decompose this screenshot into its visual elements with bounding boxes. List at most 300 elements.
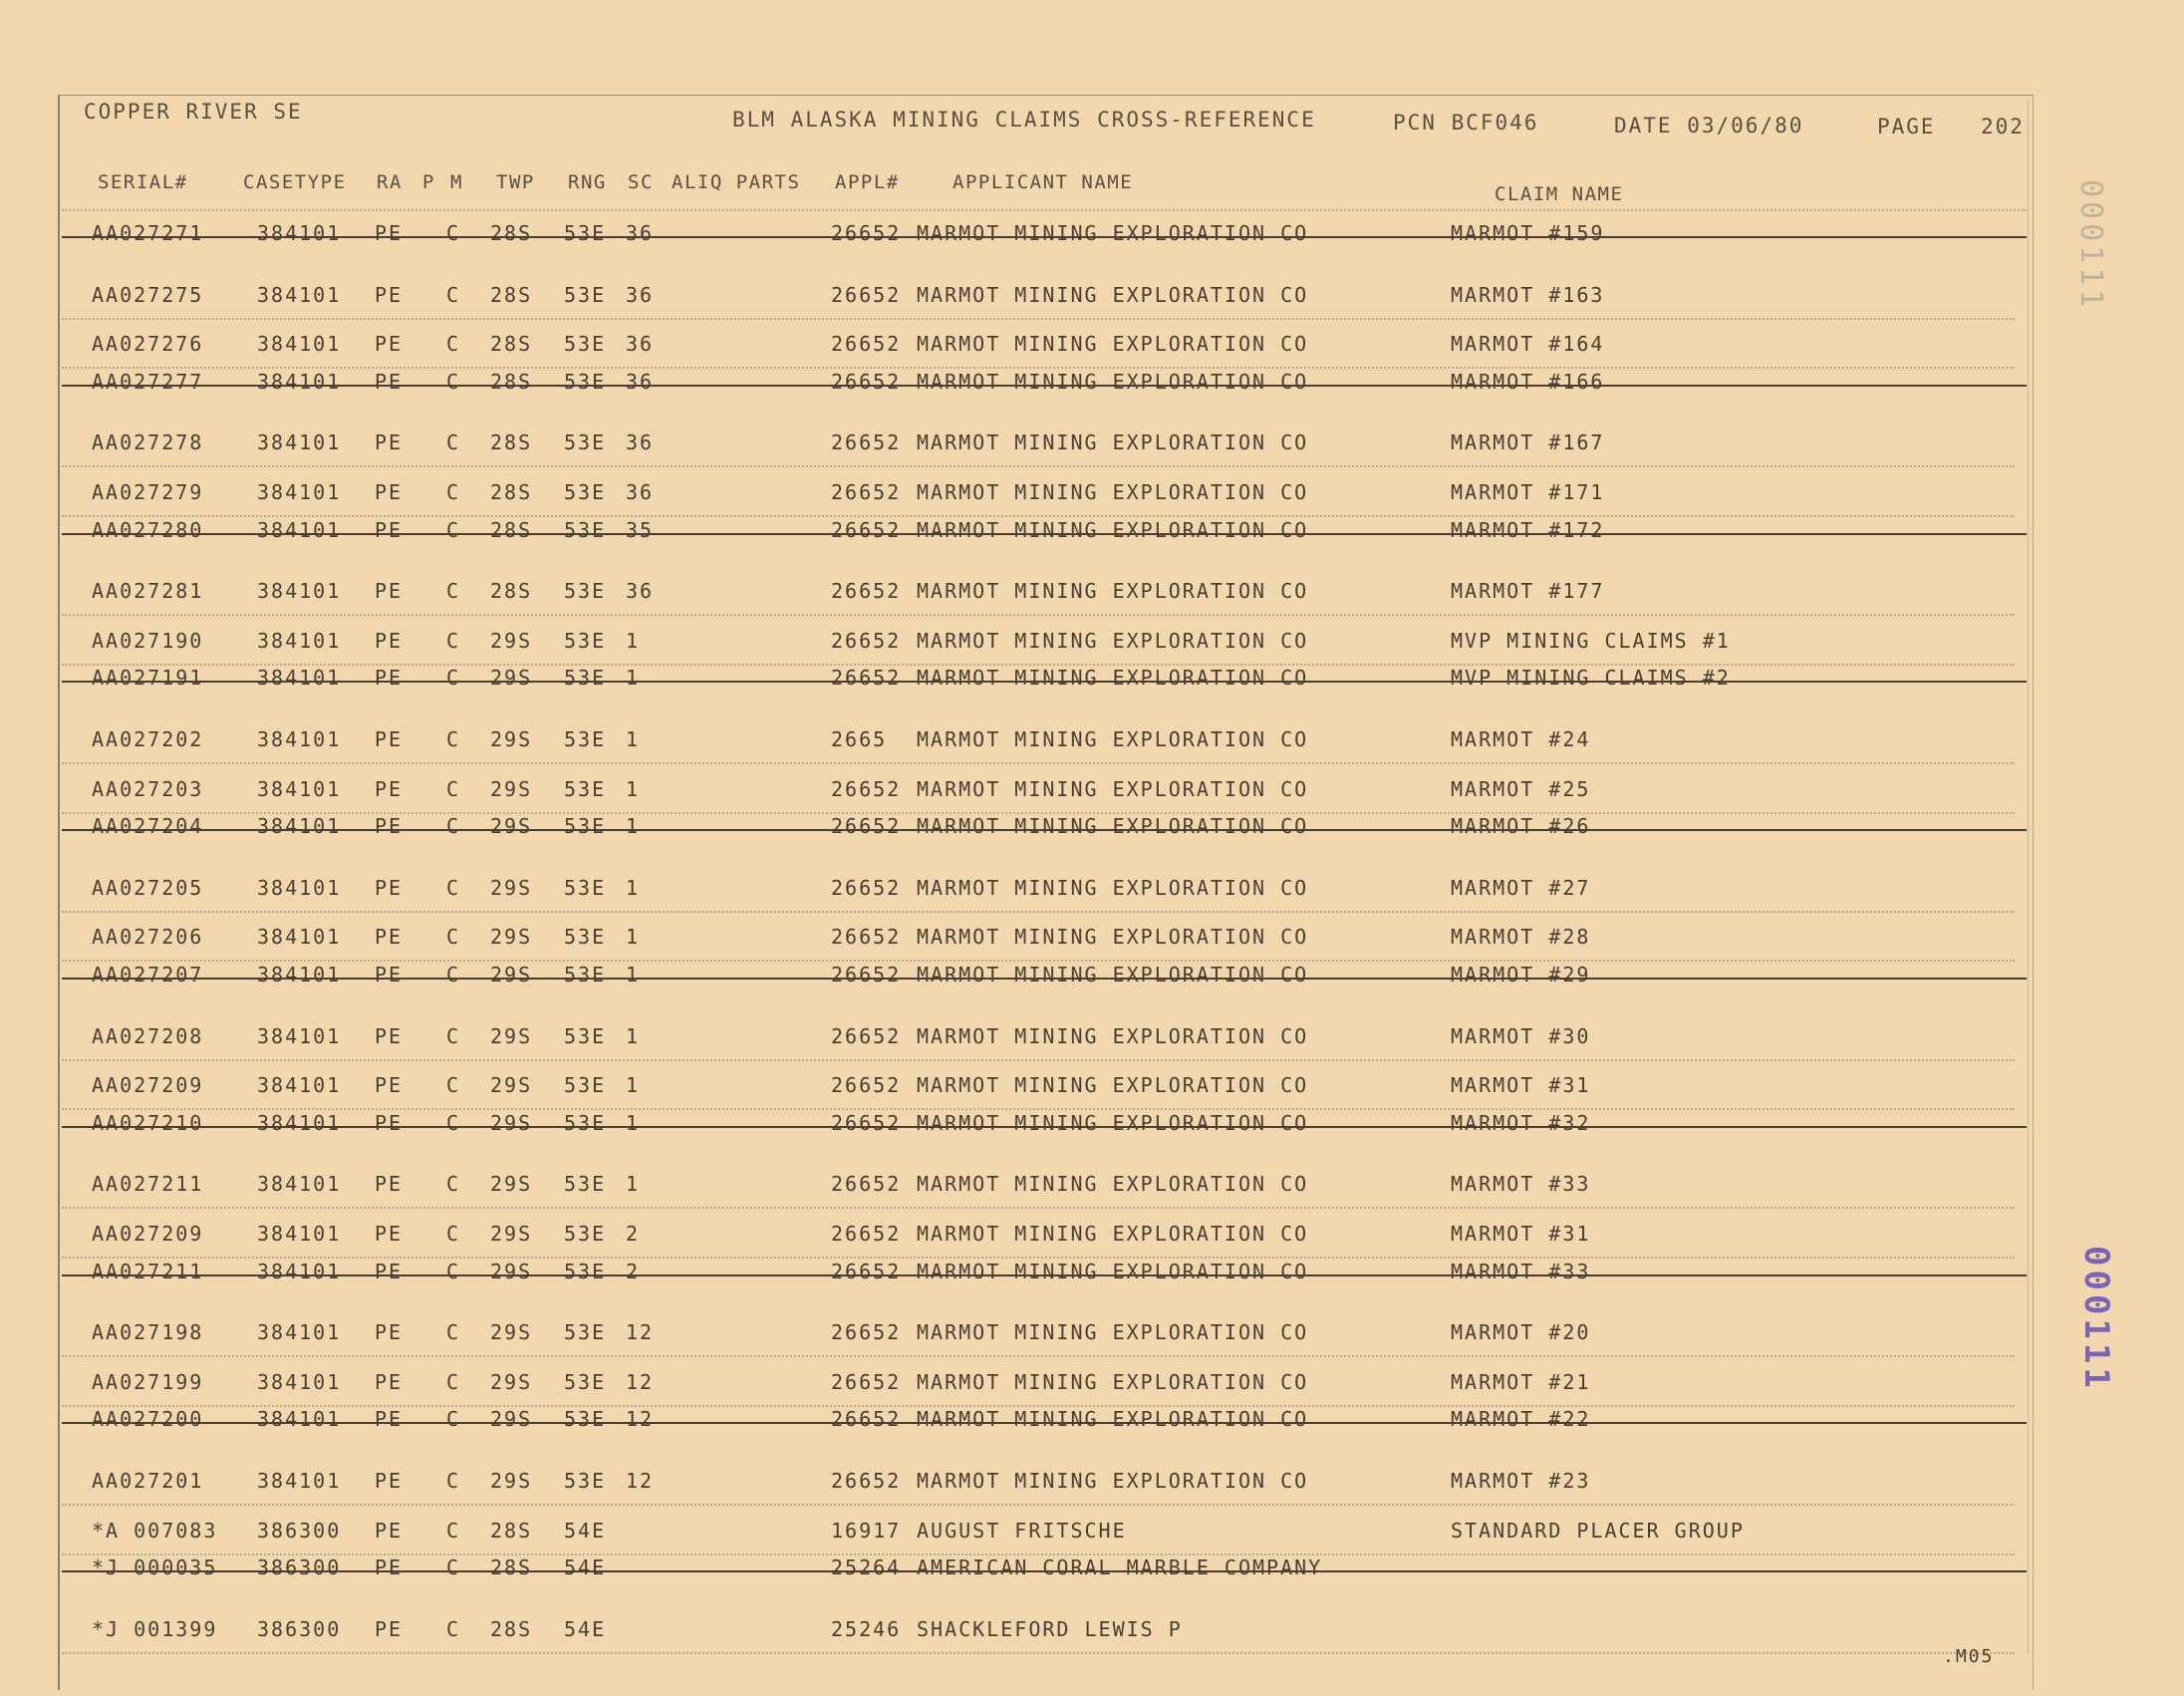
m-cell: C [446, 579, 461, 604]
m-cell: C [446, 925, 461, 950]
casetype-cell: 384101 [257, 814, 342, 839]
sc-cell: 12 [626, 1407, 655, 1432]
sc-cell: 12 [626, 1469, 655, 1493]
appl-cell: 26652 [831, 369, 902, 394]
rng-cell: 53E [564, 517, 607, 542]
col-serial: SERIAL# [98, 171, 188, 193]
ra-cell: PE [375, 1023, 404, 1048]
table-row [0, 1308, 2184, 1357]
serial-cell: AA027201 [92, 1469, 204, 1493]
serial-cell: *A 007083 [92, 1518, 218, 1543]
applicant-cell: MARMOT MINING EXPLORATION CO [917, 1110, 1309, 1135]
strikethrough-line [62, 1422, 2027, 1424]
col-aliq-parts: ALIQ PARTS [672, 171, 801, 193]
casetype-cell: 384101 [257, 727, 342, 751]
table-row [0, 864, 2184, 913]
ra-cell: PE [375, 1222, 404, 1246]
twp-cell: 29S [490, 925, 533, 950]
claim-cell: MARMOT #166 [1451, 369, 1605, 394]
applicant-cell: SHACKLEFORD LEWIS P [917, 1616, 1183, 1641]
casetype-cell: 384101 [257, 1222, 342, 1246]
twp-cell: 29S [490, 666, 533, 691]
applicant-cell: MARMOT MINING EXPLORATION CO [917, 332, 1309, 357]
appl-cell: 26652 [831, 1369, 902, 1394]
strikethrough-line [62, 1274, 2027, 1276]
ra-cell: PE [375, 963, 404, 987]
m-cell: C [446, 1407, 461, 1432]
claim-cell: MARMOT #26 [1451, 814, 1591, 839]
page-label: PAGE [1877, 115, 1936, 139]
m-cell: C [446, 369, 461, 394]
serial-cell: AA027275 [92, 282, 204, 307]
applicant-cell: MARMOT MINING EXPLORATION CO [917, 480, 1309, 504]
twp-cell: 28S [490, 369, 533, 394]
serial-cell: AA027208 [92, 1023, 204, 1048]
ra-cell: PE [375, 1073, 404, 1098]
rng-cell: 53E [564, 1469, 607, 1493]
serial-cell: AA027190 [92, 628, 204, 653]
row-divider [62, 1652, 2015, 1654]
col-casetype: CASETYPE [243, 171, 347, 193]
appl-cell: 26652 [831, 480, 902, 504]
serial-cell: AA027202 [92, 727, 204, 751]
twp-cell: 29S [490, 1469, 533, 1493]
sc-cell: 35 [626, 517, 655, 542]
claim-cell: MVP MINING CLAIMS #2 [1451, 666, 1731, 691]
page-number: 202 [1981, 115, 2025, 139]
table-row [0, 419, 2184, 467]
appl-cell: 26652 [831, 925, 902, 950]
casetype-cell: 384101 [257, 579, 342, 604]
casetype-cell: 384101 [257, 332, 342, 357]
casetype-cell: 384101 [257, 1110, 342, 1135]
claim-cell: MARMOT #177 [1451, 579, 1605, 604]
serial-cell: AA027271 [92, 221, 204, 245]
appl-cell: 26652 [831, 1469, 902, 1493]
claim-cell: MARMOT #30 [1451, 1023, 1591, 1048]
table-row-struck [0, 666, 2184, 714]
table-row [0, 567, 2184, 616]
twp-cell: 28S [490, 1518, 533, 1543]
rng-cell: 53E [564, 1172, 607, 1197]
table-row-struck [0, 814, 2184, 863]
twp-cell: 28S [490, 480, 533, 504]
claim-cell: MARMOT #24 [1451, 727, 1591, 751]
sc-cell: 1 [626, 875, 641, 900]
appl-cell: 26652 [831, 1320, 902, 1345]
casetype-cell: 384101 [257, 1023, 342, 1048]
m-cell: C [446, 1172, 461, 1197]
appl-cell: 26652 [831, 221, 902, 245]
table-row [0, 1605, 2184, 1654]
ra-cell: PE [375, 1369, 404, 1394]
strikethrough-line [62, 236, 2027, 238]
ra-cell: PE [375, 332, 404, 357]
table-row-struck [0, 370, 2184, 419]
sc-cell: 36 [626, 282, 655, 307]
casetype-cell: 384101 [257, 480, 342, 504]
rng-cell: 53E [564, 332, 607, 357]
claim-cell: MARMOT #163 [1451, 282, 1605, 307]
claim-cell: MARMOT #171 [1451, 480, 1605, 504]
claim-cell: MARMOT #22 [1451, 1407, 1591, 1432]
m-cell: C [446, 666, 461, 691]
table-row-struck [0, 221, 2184, 270]
m-cell: C [446, 221, 461, 245]
applicant-cell: MARMOT MINING EXPLORATION CO [917, 517, 1309, 542]
region-label: COPPER RIVER SE [84, 100, 303, 124]
rng-cell: 53E [564, 1073, 607, 1098]
serial-cell: AA027198 [92, 1320, 204, 1345]
applicant-cell: MARMOT MINING EXPLORATION CO [917, 1172, 1309, 1197]
serial-cell: AA027279 [92, 480, 204, 504]
serial-cell: AA027281 [92, 579, 204, 604]
m-cell: C [446, 875, 461, 900]
m-cell: C [446, 1023, 461, 1048]
ra-cell: PE [375, 1172, 404, 1197]
twp-cell: 29S [490, 1259, 533, 1283]
sc-cell: 2 [626, 1222, 641, 1246]
ra-cell: PE [375, 430, 404, 455]
twp-cell: 29S [490, 1073, 533, 1098]
ra-cell: PE [375, 369, 404, 394]
serial-cell: AA027203 [92, 776, 204, 801]
sc-cell: 12 [626, 1320, 655, 1345]
claim-cell: MVP MINING CLAIMS #1 [1451, 628, 1731, 653]
m-cell: C [446, 628, 461, 653]
applicant-cell: MARMOT MINING EXPLORATION CO [917, 727, 1309, 751]
serial-cell: AA027211 [92, 1172, 204, 1197]
footer-code: .M05 [1943, 1646, 1995, 1667]
sc-cell: 12 [626, 1369, 655, 1394]
m-cell: C [446, 1320, 461, 1345]
appl-cell: 26652 [831, 666, 902, 691]
ra-cell: PE [375, 875, 404, 900]
twp-cell: 29S [490, 727, 533, 751]
appl-cell: 26652 [831, 1407, 902, 1432]
applicant-cell: MARMOT MINING EXPLORATION CO [917, 369, 1309, 394]
ra-cell: PE [375, 1555, 404, 1580]
col-applicant-name: APPLICANT NAME [953, 171, 1134, 193]
table-row [0, 1012, 2184, 1061]
casetype-cell: 384101 [257, 430, 342, 455]
appl-cell: 26652 [831, 1110, 902, 1135]
col-sc: SC [628, 171, 654, 193]
applicant-cell: MARMOT MINING EXPLORATION CO [917, 1073, 1309, 1098]
rng-cell: 53E [564, 628, 607, 653]
appl-cell: 25264 [831, 1555, 902, 1580]
appl-cell: 2665 [831, 727, 888, 751]
ra-cell: PE [375, 221, 404, 245]
applicant-cell: MARMOT MINING EXPLORATION CO [917, 925, 1309, 950]
serial-cell: AA027200 [92, 1407, 204, 1432]
rng-cell: 53E [564, 814, 607, 839]
col-appl: APPL# [835, 171, 900, 193]
rng-cell: 53E [564, 1320, 607, 1345]
ra-cell: PE [375, 1110, 404, 1135]
applicant-cell: MARMOT MINING EXPLORATION CO [917, 579, 1309, 604]
appl-cell: 16917 [831, 1518, 902, 1543]
sc-cell: 36 [626, 480, 655, 504]
serial-cell: AA027210 [92, 1110, 204, 1135]
col-twp: TWP [496, 171, 535, 193]
report-date: DATE 03/06/80 [1614, 114, 1804, 138]
appl-cell: 25246 [831, 1616, 902, 1641]
applicant-cell: MARMOT MINING EXPLORATION CO [917, 963, 1309, 987]
casetype-cell: 384101 [257, 628, 342, 653]
twp-cell: 29S [490, 1172, 533, 1197]
rng-cell: 53E [564, 727, 607, 751]
sc-cell: 36 [626, 579, 655, 604]
rng-cell: 53E [564, 875, 607, 900]
table-row [0, 320, 2184, 369]
casetype-cell: 384101 [257, 221, 342, 245]
table-row [0, 1457, 2184, 1506]
rng-cell: 53E [564, 1259, 607, 1283]
serial-cell: *J 001399 [92, 1616, 218, 1641]
sc-cell: 1 [626, 776, 641, 801]
applicant-cell: MARMOT MINING EXPLORATION CO [917, 628, 1309, 653]
top-margin-stamp: 000111 [2073, 179, 2108, 312]
table-row-struck [0, 518, 2184, 567]
twp-cell: 28S [490, 282, 533, 307]
m-cell: C [446, 517, 461, 542]
table-row [0, 765, 2184, 814]
appl-cell: 26652 [831, 776, 902, 801]
m-cell: C [446, 1369, 461, 1394]
rng-cell: 53E [564, 282, 607, 307]
table-row [0, 1061, 2184, 1110]
twp-cell: 28S [490, 1555, 533, 1580]
claim-cell: MARMOT #31 [1451, 1073, 1591, 1098]
rng-cell: 53E [564, 776, 607, 801]
ra-cell: PE [375, 925, 404, 950]
table-row [0, 1358, 2184, 1407]
serial-cell: AA027278 [92, 430, 204, 455]
m-cell: C [446, 1616, 461, 1641]
strikethrough-line [62, 978, 2027, 980]
ra-cell: PE [375, 1407, 404, 1432]
casetype-cell: 384101 [257, 1407, 342, 1432]
m-cell: C [446, 963, 461, 987]
col-ra: RA [377, 171, 403, 193]
claim-cell: MARMOT #167 [1451, 430, 1605, 455]
claim-cell: MARMOT #33 [1451, 1259, 1591, 1283]
claim-cell: MARMOT #27 [1451, 875, 1591, 900]
table-row [0, 1507, 2184, 1555]
table-row [0, 271, 2184, 320]
m-cell: C [446, 814, 461, 839]
rng-cell: 53E [564, 369, 607, 394]
appl-cell: 26652 [831, 814, 902, 839]
m-cell: C [446, 282, 461, 307]
applicant-cell: MARMOT MINING EXPLORATION CO [917, 1222, 1309, 1246]
twp-cell: 28S [490, 579, 533, 604]
ra-cell: PE [375, 1320, 404, 1345]
appl-cell: 26652 [831, 963, 902, 987]
ra-cell: PE [375, 727, 404, 751]
table-row [0, 913, 2184, 962]
claim-cell: MARMOT #25 [1451, 776, 1591, 801]
table-row [0, 1210, 2184, 1259]
casetype-cell: 384101 [257, 875, 342, 900]
twp-cell: 29S [490, 1222, 533, 1246]
ra-cell: PE [375, 1518, 404, 1543]
m-cell: C [446, 727, 461, 751]
m-cell: C [446, 1110, 461, 1135]
col-claim-name: CLAIM NAME [1495, 183, 1624, 205]
m-cell: C [446, 1469, 461, 1493]
applicant-cell: MARMOT MINING EXPLORATION CO [917, 875, 1309, 900]
sc-cell: 36 [626, 430, 655, 455]
twp-cell: 28S [490, 1616, 533, 1641]
strikethrough-line [62, 681, 2027, 683]
casetype-cell: 384101 [257, 282, 342, 307]
table-row [0, 617, 2184, 666]
bottom-margin-stamp: 000111 [2076, 1246, 2116, 1392]
applicant-cell: MARMOT MINING EXPLORATION CO [917, 430, 1309, 455]
appl-cell: 26652 [831, 430, 902, 455]
rng-cell: 54E [564, 1518, 607, 1543]
casetype-cell: 384101 [257, 1369, 342, 1394]
casetype-cell: 386300 [257, 1616, 342, 1641]
sc-cell: 1 [626, 1023, 641, 1048]
rng-cell: 53E [564, 579, 607, 604]
serial-cell: AA027207 [92, 963, 204, 987]
sc-cell: 2 [626, 1259, 641, 1283]
twp-cell: 29S [490, 814, 533, 839]
table-row-struck [0, 1555, 2184, 1604]
strikethrough-line [62, 1570, 2027, 1572]
claim-cell: MARMOT #159 [1451, 221, 1605, 245]
applicant-cell: MARMOT MINING EXPLORATION CO [917, 1259, 1309, 1283]
rng-cell: 53E [564, 1110, 607, 1135]
casetype-cell: 384101 [257, 369, 342, 394]
twp-cell: 28S [490, 332, 533, 357]
pcn-label: PCN BCF046 [1393, 111, 1539, 135]
m-cell: C [446, 1518, 461, 1543]
casetype-cell: 384101 [257, 1172, 342, 1197]
serial-cell: AA027280 [92, 517, 204, 542]
twp-cell: 29S [490, 875, 533, 900]
report-title: BLM ALASKA MINING CLAIMS CROSS-REFERENCE [732, 108, 1316, 132]
table-row-struck [0, 1260, 2184, 1308]
claim-cell: MARMOT #164 [1451, 332, 1605, 357]
casetype-cell: 384101 [257, 925, 342, 950]
header-divider [62, 209, 2027, 211]
casetype-cell: 384101 [257, 1469, 342, 1493]
casetype-cell: 384101 [257, 517, 342, 542]
ra-cell: PE [375, 517, 404, 542]
m-cell: C [446, 1222, 461, 1246]
rng-cell: 53E [564, 1369, 607, 1394]
appl-cell: 26652 [831, 1222, 902, 1246]
applicant-cell: AMERICAN CORAL MARBLE COMPANY [917, 1555, 1323, 1580]
claim-cell: MARMOT #29 [1451, 963, 1591, 987]
m-cell: C [446, 332, 461, 357]
claim-cell: MARMOT #21 [1451, 1369, 1591, 1394]
ra-cell: PE [375, 666, 404, 691]
twp-cell: 29S [490, 776, 533, 801]
appl-cell: 26652 [831, 1172, 902, 1197]
strikethrough-line [62, 533, 2027, 535]
rng-cell: 53E [564, 666, 607, 691]
casetype-cell: 384101 [257, 963, 342, 987]
ra-cell: PE [375, 814, 404, 839]
claim-cell: MARMOT #31 [1451, 1222, 1591, 1246]
ra-cell: PE [375, 1259, 404, 1283]
sc-cell: 1 [626, 1073, 641, 1098]
appl-cell: 26652 [831, 1259, 902, 1283]
strikethrough-line [62, 829, 2027, 831]
serial-cell: AA027209 [92, 1073, 204, 1098]
casetype-cell: 386300 [257, 1555, 342, 1580]
sc-cell: 36 [626, 221, 655, 245]
applicant-cell: AUGUST FRITSCHE [917, 1518, 1127, 1543]
strikethrough-line [62, 1126, 2027, 1128]
m-cell: C [446, 1555, 461, 1580]
table-row [0, 1160, 2184, 1209]
applicant-cell: MARMOT MINING EXPLORATION CO [917, 1407, 1309, 1432]
twp-cell: 28S [490, 221, 533, 245]
casetype-cell: 384101 [257, 1073, 342, 1098]
strikethrough-line [62, 385, 2027, 387]
twp-cell: 29S [490, 1023, 533, 1048]
serial-cell: AA027199 [92, 1369, 204, 1394]
serial-cell: AA027205 [92, 875, 204, 900]
m-cell: C [446, 480, 461, 504]
sc-cell: 1 [626, 628, 641, 653]
applicant-cell: MARMOT MINING EXPLORATION CO [917, 221, 1309, 245]
rng-cell: 53E [564, 480, 607, 504]
claim-cell: MARMOT #172 [1451, 517, 1605, 542]
sc-cell: 36 [626, 332, 655, 357]
rng-cell: 53E [564, 963, 607, 987]
ra-cell: PE [375, 628, 404, 653]
appl-cell: 26652 [831, 579, 902, 604]
serial-cell: AA027277 [92, 369, 204, 394]
sc-cell: 1 [626, 963, 641, 987]
m-cell: C [446, 430, 461, 455]
rng-cell: 53E [564, 221, 607, 245]
applicant-cell: MARMOT MINING EXPLORATION CO [917, 1320, 1309, 1345]
serial-cell: *J 000035 [92, 1555, 218, 1580]
claim-cell: MARMOT #23 [1451, 1469, 1591, 1493]
sc-cell: 1 [626, 814, 641, 839]
rng-cell: 53E [564, 1023, 607, 1048]
col-rng: RNG [568, 171, 607, 193]
twp-cell: 28S [490, 430, 533, 455]
applicant-cell: MARMOT MINING EXPLORATION CO [917, 282, 1309, 307]
table-row [0, 715, 2184, 764]
twp-cell: 29S [490, 1369, 533, 1394]
serial-cell: AA027211 [92, 1259, 204, 1283]
appl-cell: 26652 [831, 517, 902, 542]
casetype-cell: 384101 [257, 776, 342, 801]
sc-cell: 1 [626, 1110, 641, 1135]
twp-cell: 29S [490, 963, 533, 987]
applicant-cell: MARMOT MINING EXPLORATION CO [917, 1369, 1309, 1394]
col-m: M [450, 171, 463, 193]
table-row-struck [0, 1407, 2184, 1456]
applicant-cell: MARMOT MINING EXPLORATION CO [917, 1023, 1309, 1048]
casetype-cell: 386300 [257, 1518, 342, 1543]
appl-cell: 26652 [831, 628, 902, 653]
table-row [0, 468, 2184, 517]
applicant-cell: MARMOT MINING EXPLORATION CO [917, 776, 1309, 801]
ra-cell: PE [375, 1616, 404, 1641]
sc-cell: 36 [626, 369, 655, 394]
